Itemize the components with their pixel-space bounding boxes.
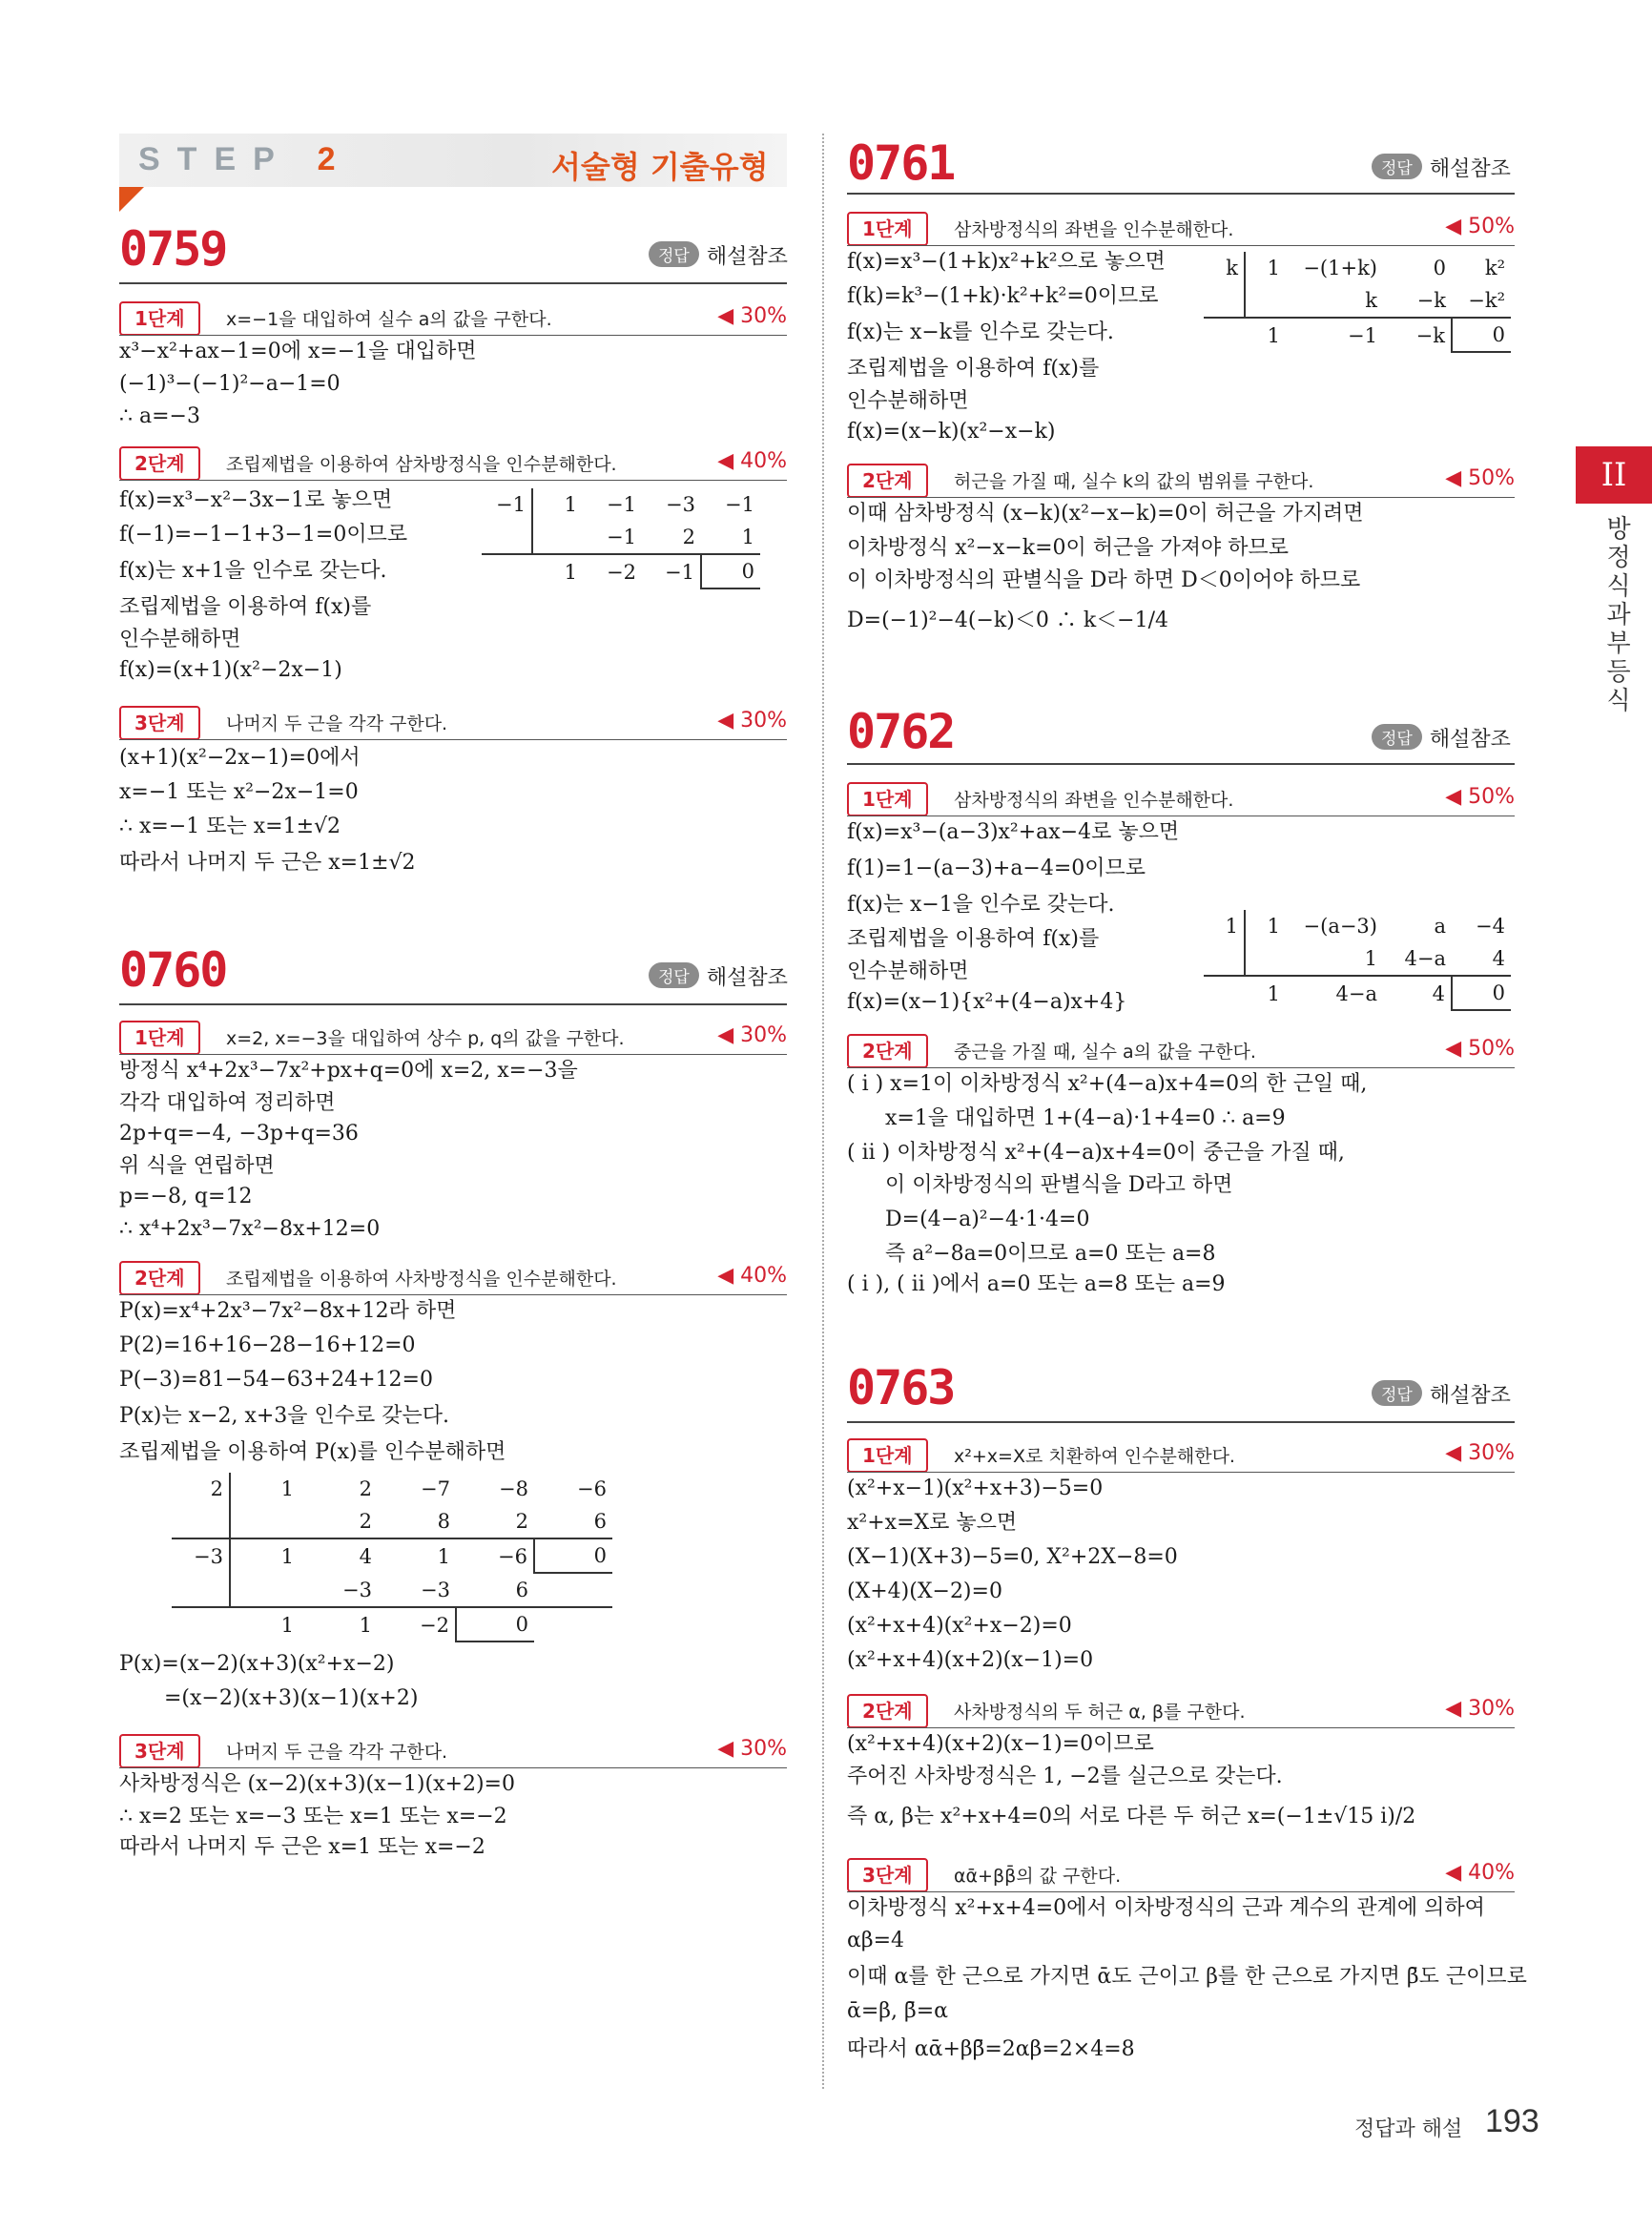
stage-desc: 조립제법을 이용하여 사차방정식을 인수분해한다. bbox=[226, 1269, 617, 1290]
stage-label: 2단계 bbox=[847, 464, 928, 498]
stage-percent: ◀ 40% bbox=[717, 1264, 787, 1288]
answer-pill: 정답 bbox=[1372, 1380, 1422, 1406]
solution-line: αβ=4 bbox=[847, 1929, 905, 1952]
section-rule bbox=[847, 1421, 1515, 1423]
solution-line: P(−3)=81−54−63+24+12=0 bbox=[119, 1368, 433, 1392]
solution-line: x³−x²+ax−1=0에 x=−1을 대입하면 bbox=[119, 340, 477, 363]
solution-line: 주어진 사차방정식은 1, −2를 실근으로 갖는다. bbox=[847, 1765, 1283, 1788]
answer-reference: 정답 해설참조 bbox=[1372, 723, 1511, 753]
answer-pill: 정답 bbox=[649, 962, 699, 988]
stage-0759-2 bbox=[119, 446, 787, 479]
solution-line: f(1)=1−(a−3)+a−4=0이므로 bbox=[847, 857, 1146, 880]
solution-line: P(x)=(x−2)(x+3)(x²+x−2) bbox=[119, 1652, 395, 1676]
solution-line: f(k)=k³−(1+k)·k²+k²=0이므로 bbox=[847, 284, 1159, 308]
solution-line: (−1)³−(−1)²−a−1=0 bbox=[119, 372, 341, 396]
stage-percent: ◀ 30% bbox=[717, 304, 787, 328]
stage-label: 1단계 bbox=[119, 301, 200, 336]
stage-0762-2 bbox=[847, 1034, 1515, 1066]
stage-desc: 허근을 가질 때, 실수 k의 값의 범위를 구한다. bbox=[954, 471, 1314, 492]
chapter-tab[interactable]: II bbox=[1576, 446, 1652, 504]
solution-line: (x²+x−1)(x²+x+3)−5=0 bbox=[847, 1476, 1104, 1500]
solution-line: 따라서 αᾱ+ββ̄=2αβ=2×4=8 bbox=[847, 2037, 1135, 2061]
solution-line: (X+4)(X−2)=0 bbox=[847, 1580, 1002, 1603]
solution-line: 이 이차방정식의 판별식을 D라 하면 D＜0이어야 하므로 bbox=[847, 568, 1361, 592]
column-divider bbox=[822, 134, 824, 2089]
answer-reference: 정답 해설참조 bbox=[1372, 1379, 1511, 1409]
solution-line: 이때 삼차방정식 (x−k)(x²−x−k)=0이 허근을 가지려면 bbox=[847, 502, 1364, 526]
solution-line: (x²+x+4)(x²+x−2)=0 bbox=[847, 1614, 1072, 1638]
stage-percent: ◀ 50% bbox=[1445, 785, 1515, 809]
solution-line: 따라서 나머지 두 근은 x=1±√2 bbox=[119, 851, 416, 875]
stage-desc: 사차방정식의 두 허근 α, β를 구한다. bbox=[954, 1702, 1246, 1723]
solution-line: 즉 α, β는 x²+x+4=0의 서로 다른 두 허근 x=(−1±√15 i)/2 bbox=[847, 1805, 1416, 1828]
section-title: 서술형 기출유형 bbox=[551, 149, 769, 185]
stage-desc: αᾱ+ββ̄의 값 구한다. bbox=[954, 1866, 1122, 1887]
stage-desc: 삼차방정식의 좌변을 인수분해한다. bbox=[954, 790, 1234, 811]
stage-label: 2단계 bbox=[119, 446, 200, 481]
stage-label: 3단계 bbox=[119, 706, 200, 740]
solution-line: f(x)=x³−x²−3x−1로 놓으면 bbox=[119, 488, 393, 512]
solution-line: D=(−1)²−4(−k)＜0 ∴ k＜−1/4 bbox=[847, 609, 1169, 632]
solution-line: ( ii ) 이차방정식 x²+(4−a)x+4=0이 중근을 가질 때, bbox=[847, 1141, 1345, 1165]
solution-line: D=(4−a)²−4·1·4=0 bbox=[885, 1208, 1090, 1231]
stage-percent: ◀ 40% bbox=[1445, 1861, 1515, 1885]
section-rule bbox=[119, 1003, 787, 1005]
solution-line: ᾱ=β, β̄=α bbox=[847, 1999, 949, 2023]
problem-number-0762: 0762 bbox=[847, 704, 955, 759]
stage-label: 1단계 bbox=[119, 1021, 200, 1055]
stage-0762-1 bbox=[847, 782, 1515, 815]
solution-line: f(x)는 x+1을 인수로 갖는다. bbox=[119, 559, 387, 583]
solution-line: 이차방정식 x²−x−k=0이 허근을 가져야 하므로 bbox=[847, 536, 1290, 560]
solution-line: 따라서 나머지 두 근은 x=1 또는 x=−2 bbox=[119, 1835, 485, 1859]
stage-percent: ◀ 50% bbox=[1445, 1037, 1515, 1061]
solution-line: x=−1 또는 x²−2x−1=0 bbox=[119, 780, 359, 804]
corner-triangle-icon bbox=[119, 187, 144, 212]
solution-line: f(x)=(x−k)(x²−x−k) bbox=[847, 420, 1056, 444]
stage-label: 1단계 bbox=[847, 1438, 928, 1473]
stage-0761-2 bbox=[847, 464, 1515, 496]
solution-line: ∴ x=−1 또는 x=1±√2 bbox=[119, 815, 341, 838]
stage-0759-3 bbox=[119, 706, 787, 738]
stage-0760-3 bbox=[119, 1734, 787, 1766]
stage-label: 3단계 bbox=[119, 1734, 200, 1768]
stage-percent: ◀ 40% bbox=[717, 449, 787, 473]
stage-0761-1 bbox=[847, 212, 1515, 244]
solution-line: f(−1)=−1−1+3−1=0이므로 bbox=[119, 523, 408, 547]
solution-line: 즉 a²−8a=0이므로 a=0 또는 a=8 bbox=[885, 1242, 1216, 1266]
solution-line: p=−8, q=12 bbox=[119, 1185, 253, 1208]
stage-desc: x=2, x=−3을 대입하여 상수 p, q의 값을 구한다. bbox=[226, 1028, 625, 1049]
stage-label: 2단계 bbox=[847, 1694, 928, 1728]
solution-line: 이차방정식 x²+x+4=0에서 이차방정식의 근과 계수의 관계에 의하여 bbox=[847, 1896, 1485, 1920]
solution-line: (x+1)(x²−2x−1)=0에서 bbox=[119, 746, 361, 770]
solution-line: f(x)는 x−1을 인수로 갖는다. bbox=[847, 893, 1115, 917]
stage-percent: ◀ 30% bbox=[717, 1023, 787, 1047]
problem-number-0763: 0763 bbox=[847, 1360, 955, 1415]
solution-line: ∴ a=−3 bbox=[119, 404, 200, 428]
solution-line: P(x)는 x−2, x+3을 인수로 갖는다. bbox=[119, 1404, 450, 1428]
stage-label: 3단계 bbox=[847, 1858, 928, 1892]
synthetic-division-table: 1 1 −(a−3) a −4 1 4−a 4 1 4−a 4 0 bbox=[1204, 910, 1511, 1011]
solution-line: 2p+q=−4, −3p+q=36 bbox=[119, 1122, 359, 1146]
solution-line: =(x−2)(x+3)(x−1)(x+2) bbox=[164, 1686, 419, 1710]
solution-line: 각각 대입하여 정리하면 bbox=[119, 1091, 336, 1115]
stage-desc: x²+x=X로 치환하여 인수분해한다. bbox=[954, 1446, 1235, 1467]
problem-number-0760: 0760 bbox=[119, 942, 227, 998]
synthetic-division-table: k 1 −(1+k) 0 k² k −k −k² 1 −1 −k 0 bbox=[1204, 252, 1511, 353]
answer-pill: 정답 bbox=[1372, 154, 1422, 179]
solution-line: x²+x=X로 놓으면 bbox=[847, 1511, 1018, 1535]
solution-line: 방정식 x⁴+2x³−7x²+px+q=0에 x=2, x=−3을 bbox=[119, 1059, 578, 1083]
stage-desc: 나머지 두 근을 각각 구한다. bbox=[226, 1742, 448, 1763]
stage-desc: 조립제법을 이용하여 삼차방정식을 인수분해한다. bbox=[226, 454, 617, 475]
problem-number-0761: 0761 bbox=[847, 135, 955, 191]
synthetic-division-table: 2 1 2 −7 −8 −6 2 8 2 6 −3 1 4 1 −6 0 −3 −3 6 1 1 −2 0 bbox=[172, 1473, 612, 1642]
stage-0760-1 bbox=[119, 1021, 787, 1053]
stage-0763-1 bbox=[847, 1438, 1515, 1471]
solution-line: ∴ x=2 또는 x=−3 또는 x=1 또는 x=−2 bbox=[119, 1805, 507, 1828]
solution-line: f(x)=(x+1)(x²−2x−1) bbox=[119, 658, 342, 682]
footer-label: 정답과 해설 bbox=[1354, 2117, 1463, 2141]
stage-0763-2 bbox=[847, 1694, 1515, 1726]
answer-reference: 정답 해설참조 bbox=[1372, 153, 1511, 182]
stage-percent: ◀ 30% bbox=[1445, 1441, 1515, 1465]
solution-line: 위 식을 연립하면 bbox=[119, 1154, 275, 1178]
chapter-tab-label: 방정식과 부등식 bbox=[1606, 515, 1631, 715]
solution-line: f(x)=x³−(a−3)x²+ax−4로 놓으면 bbox=[847, 820, 1180, 844]
solution-line: f(x)는 x−k를 인수로 갖는다. bbox=[847, 320, 1114, 344]
answer-reference: 정답 해설참조 bbox=[649, 961, 788, 991]
stage-desc: 나머지 두 근을 각각 구한다. bbox=[226, 713, 448, 734]
step-label: STEP 2 bbox=[138, 141, 353, 177]
stage-desc: x=−1을 대입하여 실수 a의 값을 구한다. bbox=[226, 309, 552, 330]
stage-0763-3 bbox=[847, 1858, 1515, 1890]
stage-label: 1단계 bbox=[847, 212, 928, 246]
solution-line: 사차방정식은 (x−2)(x+3)(x−1)(x+2)=0 bbox=[119, 1772, 515, 1796]
synthetic-division-table: −1 1 −1 −3 −1 −1 2 1 1 −2 −1 0 bbox=[482, 488, 760, 589]
stage-0760-2 bbox=[119, 1261, 787, 1293]
solution-line: (X−1)(X+3)−5=0, X²+2X−8=0 bbox=[847, 1545, 1178, 1569]
solution-line: f(x)=(x−1){x²+(4−a)x+4} bbox=[847, 990, 1127, 1014]
stage-0759-1 bbox=[119, 301, 787, 334]
section-rule bbox=[847, 763, 1515, 765]
answer-pill: 정답 bbox=[649, 241, 699, 267]
solution-line: 인수분해하면 bbox=[119, 628, 241, 651]
solution-line: 이 이차방정식의 판별식을 D라고 하면 bbox=[885, 1173, 1233, 1197]
solution-line: 인수분해하면 bbox=[847, 389, 969, 413]
stage-percent: ◀ 30% bbox=[717, 1737, 787, 1761]
stage-label: 2단계 bbox=[847, 1034, 928, 1068]
solution-line: 이때 α를 한 근으로 가지면 ᾱ도 근이고 β를 한 근으로 가지면 β̄도 근이므로 bbox=[847, 1965, 1527, 1989]
solution-line: f(x)=x³−(1+k)x²+k²으로 놓으면 bbox=[847, 250, 1166, 274]
stage-label: 1단계 bbox=[847, 782, 928, 816]
solution-line: P(x)=x⁴+2x³−7x²−8x+12라 하면 bbox=[119, 1299, 457, 1323]
answer-pill: 정답 bbox=[1372, 724, 1422, 750]
solution-line: 조립제법을 이용하여 P(x)를 인수분해하면 bbox=[119, 1440, 506, 1464]
solution-line: ( i ), ( ii )에서 a=0 또는 a=8 또는 a=9 bbox=[847, 1272, 1226, 1296]
section-rule bbox=[847, 193, 1515, 195]
solution-line: (x²+x+4)(x+2)(x−1)=0 bbox=[847, 1648, 1094, 1672]
stage-desc: 중근을 가질 때, 실수 a의 값을 구한다. bbox=[954, 1042, 1256, 1063]
page-number: 193 bbox=[1485, 2103, 1539, 2139]
answer-reference: 정답 해설참조 bbox=[649, 240, 788, 270]
solution-line: x=1을 대입하면 1+(4−a)·1+4=0 ∴ a=9 bbox=[885, 1106, 1286, 1130]
problem-number-0759: 0759 bbox=[119, 221, 227, 277]
solution-line: 인수분해하면 bbox=[847, 960, 969, 983]
step-number: 2 bbox=[317, 141, 353, 177]
stage-percent: ◀ 50% bbox=[1445, 466, 1515, 490]
solution-line: ( i ) x=1이 이차방정식 x²+(4−a)x+4=0의 한 근일 때, bbox=[847, 1072, 1368, 1096]
solution-line: 조립제법을 이용하여 f(x)를 bbox=[847, 357, 1100, 381]
stage-percent: ◀ 30% bbox=[717, 709, 787, 733]
solution-line: (x²+x+4)(x+2)(x−1)=0이므로 bbox=[847, 1732, 1154, 1756]
solution-line: ∴ x⁴+2x³−7x²−8x+12=0 bbox=[119, 1217, 381, 1241]
stage-label: 2단계 bbox=[119, 1261, 200, 1295]
solution-line: P(2)=16+16−28−16+12=0 bbox=[119, 1333, 416, 1357]
solution-line: 조립제법을 이용하여 f(x)를 bbox=[847, 927, 1100, 951]
stage-percent: ◀ 30% bbox=[1445, 1697, 1515, 1721]
stage-percent: ◀ 50% bbox=[1445, 215, 1515, 238]
solution-line: 조립제법을 이용하여 f(x)를 bbox=[119, 595, 372, 619]
stage-desc: 삼차방정식의 좌변을 인수분해한다. bbox=[954, 219, 1234, 240]
section-rule bbox=[119, 282, 787, 284]
